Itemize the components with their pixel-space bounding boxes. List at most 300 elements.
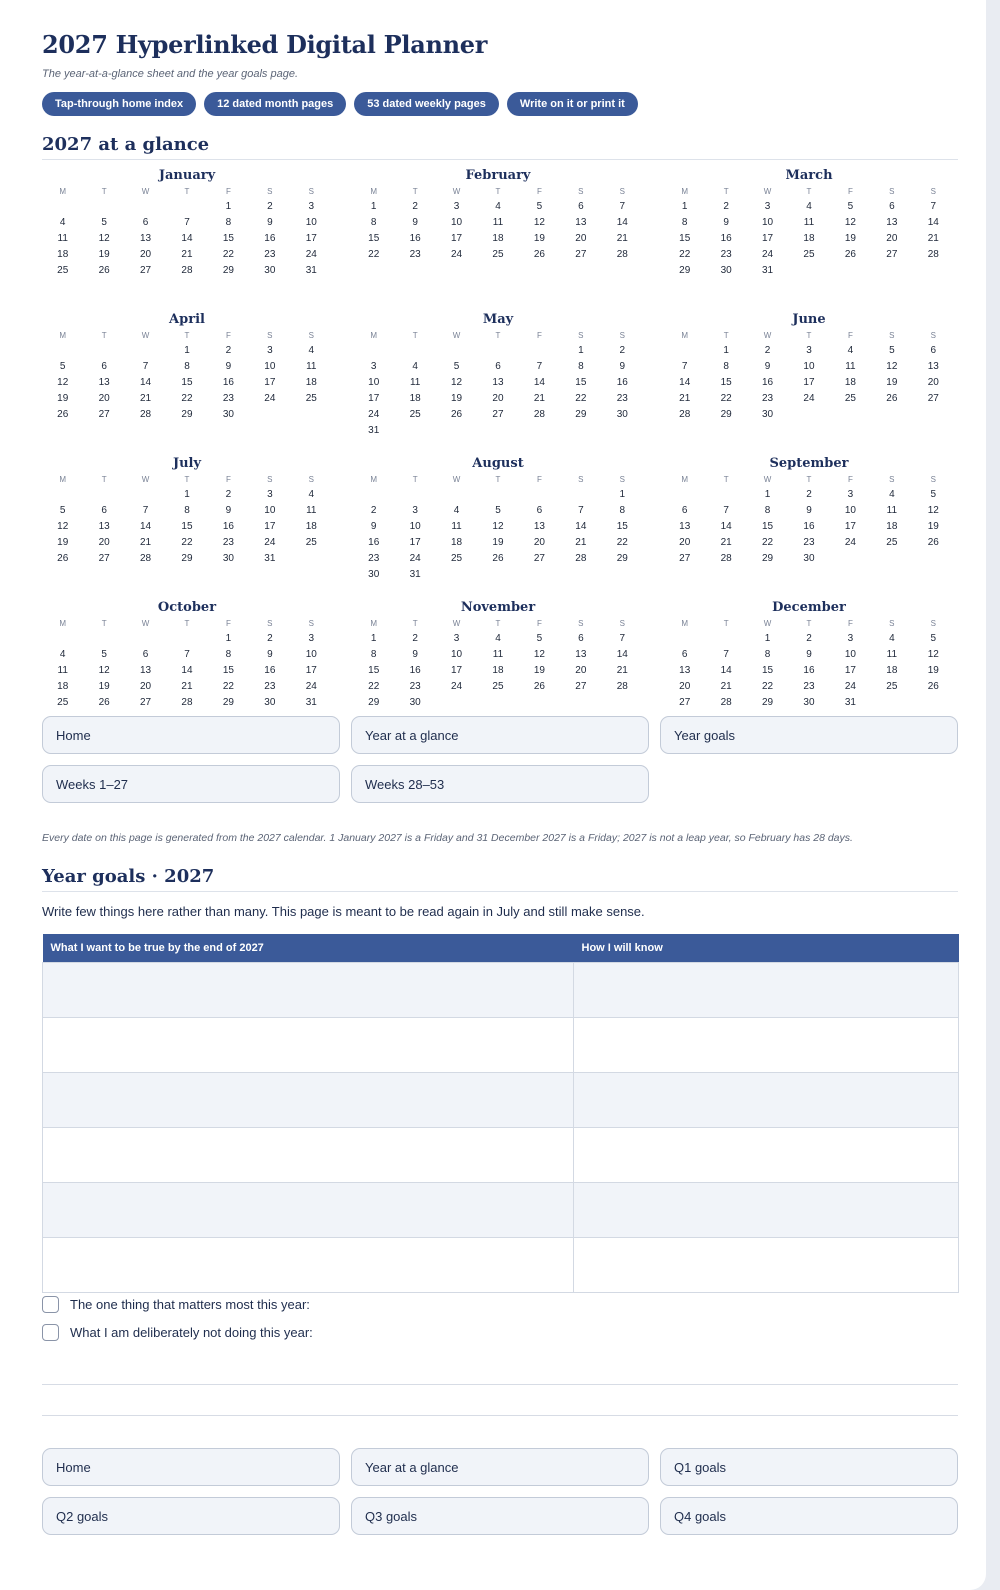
day-cell[interactable]: 10 bbox=[264, 505, 276, 516]
day-cell[interactable]: 15 bbox=[575, 377, 587, 388]
day-cell[interactable]: 25 bbox=[57, 697, 69, 708]
day-cell[interactable]: 15 bbox=[762, 521, 774, 532]
day-cell[interactable]: 16 bbox=[616, 377, 628, 388]
day-cell[interactable]: 24 bbox=[762, 249, 774, 260]
day-cell[interactable]: 21 bbox=[181, 249, 193, 260]
day-cell[interactable]: 10 bbox=[264, 361, 276, 372]
day-cell[interactable]: 9 bbox=[267, 649, 273, 660]
day-cell[interactable]: 17 bbox=[803, 377, 815, 388]
day-cell[interactable]: 2 bbox=[806, 489, 812, 500]
day-cell[interactable]: 21 bbox=[720, 537, 732, 548]
day-cell[interactable]: 21 bbox=[181, 681, 193, 692]
day-cell[interactable]: 13 bbox=[679, 665, 691, 676]
day-cell[interactable]: 5 bbox=[847, 201, 854, 212]
day-cell[interactable]: 2 bbox=[806, 633, 812, 644]
day-cell[interactable]: 13 bbox=[886, 217, 898, 228]
day-cell[interactable]: 6 bbox=[495, 361, 501, 372]
day-cell[interactable]: 22 bbox=[616, 537, 628, 548]
day-cell[interactable]: 6 bbox=[142, 217, 149, 228]
day-cell[interactable]: 23 bbox=[264, 681, 276, 692]
day-cell[interactable]: 26 bbox=[533, 249, 545, 260]
nav-link-home[interactable]: Home bbox=[42, 716, 340, 754]
day-cell[interactable]: 6 bbox=[536, 505, 543, 516]
day-cell[interactable]: 4 bbox=[59, 217, 66, 228]
day-cell[interactable]: 19 bbox=[927, 521, 939, 532]
day-cell[interactable]: 30 bbox=[762, 409, 774, 420]
day-cell[interactable]: 18 bbox=[305, 377, 317, 388]
day-cell[interactable]: 24 bbox=[409, 553, 421, 564]
day-cell[interactable]: 14 bbox=[616, 649, 628, 660]
day-cell[interactable]: 11 bbox=[886, 649, 898, 660]
day-cell[interactable]: 31 bbox=[264, 553, 276, 564]
nav-link-q1-goals[interactable]: Q1 goals bbox=[660, 1448, 958, 1486]
day-cell[interactable]: 6 bbox=[889, 201, 895, 212]
day-cell[interactable]: 13 bbox=[679, 521, 691, 532]
day-cell[interactable]: 13 bbox=[492, 377, 504, 388]
day-cell[interactable]: 6 bbox=[578, 633, 584, 644]
day-cell[interactable]: 16 bbox=[409, 665, 421, 676]
day-cell[interactable]: 23 bbox=[616, 393, 628, 404]
day-cell[interactable]: 3 bbox=[847, 489, 854, 500]
day-cell[interactable]: 14 bbox=[927, 217, 939, 228]
day-cell[interactable]: 17 bbox=[844, 521, 856, 532]
day-cell[interactable]: 22 bbox=[679, 249, 691, 260]
day-cell[interactable]: 4 bbox=[495, 201, 501, 212]
day-cell[interactable]: 21 bbox=[679, 393, 691, 404]
day-cell[interactable]: 3 bbox=[267, 345, 273, 356]
day-cell[interactable]: 4 bbox=[847, 345, 854, 356]
day-cell[interactable]: 3 bbox=[267, 489, 273, 500]
day-cell[interactable]: 3 bbox=[453, 201, 460, 212]
day-cell[interactable]: 6 bbox=[930, 345, 937, 356]
day-cell[interactable]: 26 bbox=[57, 409, 69, 420]
day-cell[interactable]: 8 bbox=[723, 361, 729, 372]
day-cell[interactable]: 13 bbox=[140, 233, 152, 244]
day-cell[interactable]: 19 bbox=[886, 377, 898, 388]
day-cell[interactable]: 18 bbox=[492, 665, 504, 676]
feature-pill[interactable]: Write on it or print it bbox=[507, 92, 638, 116]
measure-cell[interactable] bbox=[574, 1128, 959, 1183]
writing-line[interactable] bbox=[42, 1415, 958, 1416]
day-cell[interactable]: 5 bbox=[59, 505, 66, 516]
day-cell[interactable]: 12 bbox=[533, 217, 545, 228]
day-cell[interactable]: 27 bbox=[98, 409, 110, 420]
month-name[interactable]: March bbox=[785, 168, 833, 183]
day-cell[interactable]: 17 bbox=[762, 233, 774, 244]
day-cell[interactable]: 1 bbox=[578, 345, 584, 356]
day-cell[interactable]: 4 bbox=[889, 633, 895, 644]
day-cell[interactable]: 16 bbox=[720, 233, 732, 244]
day-cell[interactable]: 30 bbox=[803, 697, 815, 708]
day-cell[interactable]: 15 bbox=[181, 377, 193, 388]
day-cell[interactable]: 5 bbox=[536, 633, 543, 644]
day-cell[interactable]: 25 bbox=[803, 249, 815, 260]
day-cell[interactable]: 8 bbox=[370, 649, 377, 660]
day-cell[interactable]: 13 bbox=[98, 377, 110, 388]
day-cell[interactable]: 31 bbox=[844, 697, 856, 708]
day-cell[interactable]: 25 bbox=[844, 393, 856, 404]
day-cell[interactable]: 5 bbox=[930, 489, 937, 500]
day-cell[interactable]: 15 bbox=[222, 665, 234, 676]
day-cell[interactable]: 15 bbox=[679, 233, 691, 244]
day-cell[interactable]: 9 bbox=[225, 505, 232, 516]
day-cell[interactable]: 30 bbox=[616, 409, 628, 420]
day-cell[interactable]: 12 bbox=[886, 361, 898, 372]
day-cell[interactable]: 19 bbox=[533, 233, 545, 244]
day-cell[interactable]: 31 bbox=[762, 265, 774, 276]
day-cell[interactable]: 24 bbox=[305, 249, 317, 260]
day-cell[interactable]: 29 bbox=[181, 553, 193, 564]
day-cell[interactable]: 28 bbox=[181, 265, 193, 276]
day-cell[interactable]: 13 bbox=[575, 649, 587, 660]
day-cell[interactable]: 26 bbox=[57, 553, 69, 564]
day-cell[interactable]: 9 bbox=[412, 649, 418, 660]
day-cell[interactable]: 30 bbox=[803, 553, 815, 564]
day-cell[interactable]: 18 bbox=[409, 393, 421, 404]
nav-link-year-goals[interactable]: Year goals bbox=[660, 716, 958, 754]
day-cell[interactable]: 5 bbox=[889, 345, 895, 356]
day-cell[interactable]: 25 bbox=[305, 393, 317, 404]
day-cell[interactable]: 24 bbox=[451, 249, 463, 260]
day-cell[interactable]: 15 bbox=[616, 521, 628, 532]
day-cell[interactable]: 29 bbox=[222, 265, 234, 276]
day-cell[interactable]: 26 bbox=[533, 681, 545, 692]
day-cell[interactable]: 8 bbox=[184, 361, 190, 372]
day-cell[interactable]: 20 bbox=[140, 681, 152, 692]
day-cell[interactable]: 24 bbox=[264, 393, 276, 404]
day-cell[interactable]: 19 bbox=[98, 249, 110, 260]
day-cell[interactable]: 15 bbox=[762, 665, 774, 676]
day-cell[interactable]: 24 bbox=[803, 393, 815, 404]
month-name[interactable]: April bbox=[169, 312, 205, 327]
month-name[interactable]: May bbox=[482, 312, 514, 327]
checkbox[interactable] bbox=[42, 1324, 59, 1341]
day-cell[interactable]: 23 bbox=[720, 249, 732, 260]
goal-cell[interactable] bbox=[43, 1018, 574, 1073]
day-cell[interactable]: 28 bbox=[720, 697, 732, 708]
day-cell[interactable]: 17 bbox=[264, 377, 276, 388]
day-cell[interactable]: 12 bbox=[98, 233, 110, 244]
day-cell[interactable]: 20 bbox=[575, 233, 587, 244]
day-cell[interactable]: 17 bbox=[368, 393, 380, 404]
day-cell[interactable]: 23 bbox=[762, 393, 774, 404]
day-cell[interactable]: 25 bbox=[492, 681, 504, 692]
day-cell[interactable]: 1 bbox=[764, 489, 771, 500]
day-cell[interactable]: 2 bbox=[412, 201, 418, 212]
goal-cell[interactable] bbox=[43, 1073, 574, 1128]
day-cell[interactable]: 22 bbox=[222, 249, 234, 260]
day-cell[interactable]: 16 bbox=[409, 233, 421, 244]
day-cell[interactable]: 26 bbox=[98, 697, 110, 708]
day-cell[interactable]: 14 bbox=[679, 377, 691, 388]
day-cell[interactable]: 10 bbox=[451, 217, 463, 228]
day-cell[interactable]: 3 bbox=[764, 201, 771, 212]
day-cell[interactable]: 17 bbox=[451, 665, 463, 676]
day-cell[interactable]: 29 bbox=[222, 697, 234, 708]
month-name[interactable]: November bbox=[460, 600, 536, 615]
day-cell[interactable]: 12 bbox=[927, 649, 939, 660]
day-cell[interactable]: 29 bbox=[616, 553, 628, 564]
day-cell[interactable]: 20 bbox=[98, 537, 110, 548]
day-cell[interactable]: 18 bbox=[886, 665, 898, 676]
measure-cell[interactable] bbox=[574, 1018, 959, 1073]
day-cell[interactable]: 7 bbox=[142, 361, 149, 372]
month-name[interactable]: June bbox=[792, 312, 826, 327]
day-cell[interactable]: 23 bbox=[409, 681, 421, 692]
day-cell[interactable]: 30 bbox=[409, 697, 421, 708]
measure-cell[interactable] bbox=[574, 1073, 959, 1128]
day-cell[interactable]: 17 bbox=[844, 665, 856, 676]
day-cell[interactable]: 4 bbox=[308, 489, 315, 500]
day-cell[interactable]: 11 bbox=[306, 361, 317, 372]
day-cell[interactable]: 5 bbox=[101, 217, 107, 228]
day-cell[interactable]: 24 bbox=[451, 681, 463, 692]
day-cell[interactable]: 19 bbox=[533, 665, 545, 676]
day-cell[interactable]: 5 bbox=[536, 201, 543, 212]
day-cell[interactable]: 16 bbox=[264, 233, 276, 244]
goal-cell[interactable] bbox=[43, 1128, 574, 1183]
nav-link-q4-goals[interactable]: Q4 goals bbox=[660, 1497, 958, 1535]
day-cell[interactable]: 7 bbox=[723, 505, 729, 516]
day-cell[interactable]: 12 bbox=[844, 217, 856, 228]
day-cell[interactable]: 9 bbox=[806, 649, 812, 660]
day-cell[interactable]: 30 bbox=[720, 265, 732, 276]
day-cell[interactable]: 21 bbox=[616, 233, 628, 244]
feature-pill[interactable]: Tap-through home index bbox=[42, 92, 196, 116]
goal-cell[interactable] bbox=[43, 1183, 574, 1238]
day-cell[interactable]: 13 bbox=[927, 361, 939, 372]
day-cell[interactable]: 3 bbox=[412, 505, 418, 516]
day-cell[interactable]: 14 bbox=[720, 665, 732, 676]
nav-link-weeks-1-27[interactable]: Weeks 1–27 bbox=[42, 765, 340, 803]
day-cell[interactable]: 2 bbox=[267, 633, 273, 644]
day-cell[interactable]: 18 bbox=[451, 537, 463, 548]
measure-cell[interactable] bbox=[574, 963, 959, 1018]
day-cell[interactable]: 8 bbox=[764, 505, 771, 516]
measure-cell[interactable] bbox=[574, 1238, 959, 1293]
day-cell[interactable]: 20 bbox=[575, 665, 587, 676]
day-cell[interactable]: 21 bbox=[927, 233, 939, 244]
day-cell[interactable]: 2 bbox=[225, 489, 232, 500]
day-cell[interactable]: 26 bbox=[927, 681, 939, 692]
day-cell[interactable]: 21 bbox=[140, 537, 152, 548]
day-cell[interactable]: 8 bbox=[619, 505, 626, 516]
day-cell[interactable]: 8 bbox=[578, 361, 584, 372]
day-cell[interactable]: 14 bbox=[140, 377, 152, 388]
day-cell[interactable]: 18 bbox=[492, 233, 504, 244]
day-cell[interactable]: 24 bbox=[844, 681, 856, 692]
checklist-item-most-important[interactable] bbox=[42, 1296, 310, 1313]
day-cell[interactable]: 9 bbox=[723, 217, 729, 228]
day-cell[interactable]: 20 bbox=[98, 393, 110, 404]
day-cell[interactable]: 20 bbox=[886, 233, 898, 244]
day-cell[interactable]: 28 bbox=[927, 249, 939, 260]
nav-link-q3-goals[interactable]: Q3 goals bbox=[351, 1497, 649, 1535]
day-cell[interactable]: 29 bbox=[181, 409, 193, 420]
measure-cell[interactable] bbox=[574, 1183, 959, 1238]
day-cell[interactable]: 24 bbox=[305, 681, 317, 692]
day-cell[interactable]: 22 bbox=[181, 537, 193, 548]
day-cell[interactable]: 4 bbox=[889, 489, 895, 500]
day-cell[interactable]: 9 bbox=[370, 521, 377, 532]
month-name[interactable]: August bbox=[472, 456, 524, 471]
day-cell[interactable]: 31 bbox=[305, 697, 317, 708]
day-cell[interactable]: 2 bbox=[412, 633, 418, 644]
day-cell[interactable]: 4 bbox=[59, 649, 66, 660]
day-cell[interactable]: 16 bbox=[264, 665, 276, 676]
day-cell[interactable]: 28 bbox=[140, 409, 152, 420]
day-cell[interactable]: 30 bbox=[264, 697, 276, 708]
day-cell[interactable]: 25 bbox=[409, 409, 421, 420]
day-cell[interactable]: 27 bbox=[886, 249, 898, 260]
day-cell[interactable]: 28 bbox=[181, 697, 193, 708]
day-cell[interactable]: 1 bbox=[225, 633, 232, 644]
day-cell[interactable]: 10 bbox=[305, 217, 317, 228]
day-cell[interactable]: 27 bbox=[140, 265, 152, 276]
day-cell[interactable]: 6 bbox=[681, 505, 688, 516]
day-cell[interactable]: 31 bbox=[409, 569, 421, 580]
day-cell[interactable]: 18 bbox=[886, 521, 898, 532]
day-cell[interactable]: 11 bbox=[306, 505, 317, 516]
day-cell[interactable]: 26 bbox=[451, 409, 463, 420]
day-cell[interactable]: 10 bbox=[844, 505, 856, 516]
day-cell[interactable]: 10 bbox=[451, 649, 463, 660]
day-cell[interactable]: 31 bbox=[305, 265, 317, 276]
day-cell[interactable]: 22 bbox=[720, 393, 732, 404]
day-cell[interactable]: 27 bbox=[140, 697, 152, 708]
day-cell[interactable]: 25 bbox=[492, 249, 504, 260]
day-cell[interactable]: 12 bbox=[533, 649, 545, 660]
day-cell[interactable]: 26 bbox=[886, 393, 898, 404]
day-cell[interactable]: 1 bbox=[681, 201, 688, 212]
day-cell[interactable]: 22 bbox=[222, 681, 234, 692]
day-cell[interactable]: 10 bbox=[803, 361, 815, 372]
day-cell[interactable]: 4 bbox=[453, 505, 460, 516]
day-cell[interactable]: 7 bbox=[184, 217, 190, 228]
day-cell[interactable]: 19 bbox=[492, 537, 504, 548]
day-cell[interactable]: 3 bbox=[308, 201, 315, 212]
day-cell[interactable]: 26 bbox=[844, 249, 856, 260]
day-cell[interactable]: 7 bbox=[930, 201, 937, 212]
day-cell[interactable]: 25 bbox=[886, 681, 898, 692]
day-cell[interactable]: 10 bbox=[305, 649, 317, 660]
day-cell[interactable]: 25 bbox=[305, 537, 317, 548]
day-cell[interactable]: 28 bbox=[140, 553, 152, 564]
day-cell[interactable]: 5 bbox=[495, 505, 501, 516]
day-cell[interactable]: 14 bbox=[720, 521, 732, 532]
month-name[interactable]: September bbox=[769, 456, 849, 471]
day-cell[interactable]: 28 bbox=[533, 409, 545, 420]
day-cell[interactable]: 11 bbox=[57, 665, 68, 676]
day-cell[interactable]: 23 bbox=[222, 537, 234, 548]
day-cell[interactable]: 16 bbox=[803, 521, 815, 532]
day-cell[interactable]: 28 bbox=[679, 409, 691, 420]
day-cell[interactable]: 22 bbox=[575, 393, 587, 404]
day-cell[interactable]: 21 bbox=[616, 665, 628, 676]
day-cell[interactable]: 11 bbox=[845, 361, 856, 372]
day-cell[interactable]: 25 bbox=[451, 553, 463, 564]
day-cell[interactable]: 10 bbox=[762, 217, 774, 228]
day-cell[interactable]: 7 bbox=[578, 505, 584, 516]
day-cell[interactable]: 1 bbox=[184, 345, 190, 356]
month-name[interactable]: December bbox=[772, 600, 846, 615]
day-cell[interactable]: 3 bbox=[308, 633, 315, 644]
nav-link-year-at-a-glance[interactable]: Year at a glance bbox=[351, 716, 649, 754]
day-cell[interactable]: 1 bbox=[723, 345, 729, 356]
day-cell[interactable]: 8 bbox=[184, 505, 190, 516]
month-name[interactable]: October bbox=[157, 600, 217, 615]
day-cell[interactable]: 5 bbox=[59, 361, 66, 372]
month-name[interactable]: July bbox=[172, 456, 202, 471]
day-cell[interactable]: 11 bbox=[886, 505, 898, 516]
day-cell[interactable]: 14 bbox=[140, 521, 152, 532]
day-cell[interactable]: 8 bbox=[681, 217, 688, 228]
day-cell[interactable]: 14 bbox=[181, 233, 193, 244]
checkbox[interactable] bbox=[42, 1296, 59, 1313]
day-cell[interactable]: 18 bbox=[305, 521, 317, 532]
day-cell[interactable]: 15 bbox=[181, 521, 193, 532]
day-cell[interactable]: 27 bbox=[575, 681, 587, 692]
day-cell[interactable]: 6 bbox=[578, 201, 584, 212]
day-cell[interactable]: 29 bbox=[762, 697, 774, 708]
day-cell[interactable]: 21 bbox=[575, 537, 587, 548]
day-cell[interactable]: 30 bbox=[368, 569, 380, 580]
day-cell[interactable]: 3 bbox=[847, 633, 854, 644]
day-cell[interactable]: 26 bbox=[927, 537, 939, 548]
day-cell[interactable]: 22 bbox=[368, 681, 380, 692]
day-cell[interactable]: 2 bbox=[267, 201, 273, 212]
day-cell[interactable]: 3 bbox=[806, 345, 812, 356]
day-cell[interactable]: 13 bbox=[140, 665, 152, 676]
goal-cell[interactable] bbox=[43, 963, 574, 1018]
day-cell[interactable]: 6 bbox=[101, 505, 107, 516]
day-cell[interactable]: 4 bbox=[308, 345, 315, 356]
day-cell[interactable]: 7 bbox=[723, 649, 729, 660]
day-cell[interactable]: 8 bbox=[225, 217, 232, 228]
day-cell[interactable]: 4 bbox=[412, 361, 418, 372]
day-cell[interactable]: 3 bbox=[453, 633, 460, 644]
day-cell[interactable]: 12 bbox=[57, 521, 69, 532]
nav-link-weeks-28-53[interactable]: Weeks 28–53 bbox=[351, 765, 649, 803]
day-cell[interactable]: 9 bbox=[764, 361, 771, 372]
day-cell[interactable]: 8 bbox=[764, 649, 771, 660]
day-cell[interactable]: 5 bbox=[101, 649, 107, 660]
day-cell[interactable]: 29 bbox=[679, 265, 691, 276]
day-cell[interactable]: 3 bbox=[370, 361, 377, 372]
day-cell[interactable]: 16 bbox=[222, 377, 234, 388]
day-cell[interactable]: 7 bbox=[619, 201, 626, 212]
day-cell[interactable]: 1 bbox=[184, 489, 190, 500]
day-cell[interactable]: 23 bbox=[264, 249, 276, 260]
day-cell[interactable]: 15 bbox=[368, 233, 380, 244]
day-cell[interactable]: 27 bbox=[533, 553, 545, 564]
day-cell[interactable]: 26 bbox=[492, 553, 504, 564]
day-cell[interactable]: 12 bbox=[927, 505, 939, 516]
day-cell[interactable]: 22 bbox=[762, 681, 774, 692]
day-cell[interactable]: 16 bbox=[803, 665, 815, 676]
day-cell[interactable]: 11 bbox=[451, 521, 462, 532]
day-cell[interactable]: 28 bbox=[720, 553, 732, 564]
day-cell[interactable]: 11 bbox=[57, 233, 68, 244]
day-cell[interactable]: 23 bbox=[409, 249, 421, 260]
feature-pill[interactable]: 12 dated month pages bbox=[204, 92, 346, 116]
day-cell[interactable]: 21 bbox=[533, 393, 545, 404]
nav-link-year-at-a-glance[interactable]: Year at a glance bbox=[351, 1448, 649, 1486]
nav-link-home[interactable]: Home bbox=[42, 1448, 340, 1486]
day-cell[interactable]: 11 bbox=[492, 649, 504, 660]
day-cell[interactable]: 17 bbox=[264, 521, 276, 532]
day-cell[interactable]: 10 bbox=[844, 649, 856, 660]
